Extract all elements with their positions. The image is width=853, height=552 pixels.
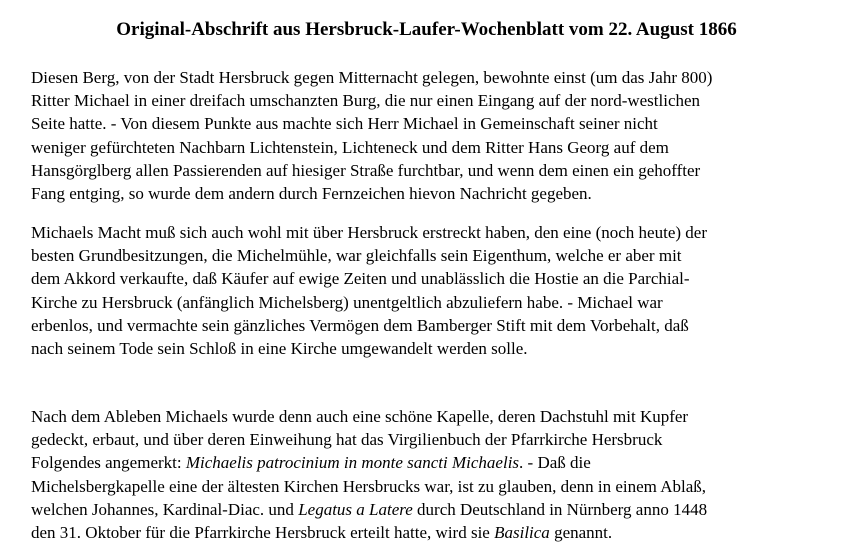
text-line: [31, 521, 831, 544]
text-line: Michelsbergkapelle eine der ältesten Kirchen Hersbrucks war, ist zu glauben, denn in einem Ablaß,: [31, 476, 707, 496]
latin-quote: Michaelis patrocinium in monte sancti Michaelis: [185, 453, 520, 473]
text-line: Michaels Macht muß sich auch wohl mit über Hersbruck erstreckt haben, den eine (noch heute) der: [31, 223, 707, 242]
paragraph-kapelle: [31, 405, 831, 544]
text-line: Ritter Michael in einer dreifach umschanzten Burg, die nur einen Eingang auf der nord-westlichen: [31, 91, 701, 111]
text-line: Nach dem Ableben Michaels wurde denn auch eine schöne Kapelle, deren Dachstuhl mit Kupfer: [31, 407, 689, 426]
text-line: Fang entging, so wurde dem andern durch Fernzeichen hievon Nachricht gegeben.: [31, 184, 592, 204]
latin-term: Legatus a Latere: [298, 499, 413, 519]
text-line: [31, 498, 831, 521]
text-segment: . - Daß die: [519, 453, 591, 473]
text-line: dem Akkord verkaufte, daß Käufer auf ewige Zeiten und unablässlich die Hostie an die Parchial-: [31, 269, 690, 289]
text-line: erbenlos, und vermachte sein gänzliches Vermögen dem Bamberger Stift mit dem Vorbehalt, daß: [31, 315, 689, 335]
text-line: Kirche zu Hersbruck (anfänglich Michelsberg) unentgeltlich abzuliefern habe. - Michael war: [31, 292, 663, 312]
text-line: Hansgörglberg allen Passierenden auf hiesiger Straße furchtbar, und wenn dem einen ein gehoffter: [31, 160, 701, 180]
text-line: weniger gefürchteten Nachbarn Lichtenstein, Lichteneck und dem Ritter Hans Georg auf dem: [31, 137, 669, 157]
text-line: Seite hatte. - Von diesem Punkte aus machte sich Herr Michael in Gemeinschaft seiner nicht: [31, 114, 658, 134]
text-segment: durch Deutschland in Nürnberg anno 1448: [412, 499, 708, 519]
paragraph-michaels-macht: [31, 221, 831, 360]
document-title: Original-Abschrift aus Hersbruck-Laufer-Wochenblatt vom 22. August 1866: [116, 19, 737, 40]
paragraph-ritter-michael: [31, 66, 831, 205]
text-line: besten Grundbesitzungen, die Michelmühle, war gleichfalls sein Eigenthum, welche er aber mit: [31, 246, 682, 266]
text-line: [31, 451, 831, 474]
text-segment: den 31. Oktober für die Pfarrkirche Hersbruck erteilt hatte, wird sie: [31, 523, 495, 543]
text-segment: welchen Johannes, Kardinal-Diac. und: [31, 499, 299, 519]
text-line: nach seinem Tode sein Schloß in eine Kirche umgewandelt werden solle.: [31, 339, 528, 359]
text-segment: genannt.: [549, 523, 613, 543]
text-line: Diesen Berg, von der Stadt Hersbruck gegen Mitternacht gelegen, bewohnte einst (um das Jahr 800): [31, 68, 713, 87]
text-segment: Folgendes angemerkt:: [31, 453, 186, 473]
latin-term: Basilica: [494, 523, 550, 543]
text-line: gedeckt, erbaut, und über deren Einweihung hat das Virgilienbuch der Pfarrkirche Hersbruck: [31, 430, 663, 450]
